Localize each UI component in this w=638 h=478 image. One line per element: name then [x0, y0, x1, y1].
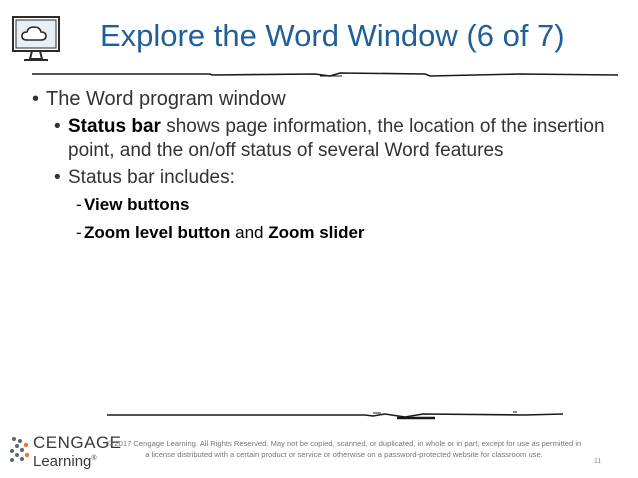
- page-number: 11: [594, 458, 602, 465]
- bullet-text-program-window: The Word program window: [46, 88, 286, 110]
- slide-body: [32, 86, 612, 246]
- bullet-marker: •: [54, 167, 61, 188]
- bullet-text: [68, 115, 612, 163]
- term-status-bar: Status bar: [68, 116, 161, 137]
- bullet-text-includes: Status bar includes:: [68, 167, 235, 188]
- term-zoom-slider: Zoom slider: [268, 223, 365, 242]
- trademark: ®: [91, 455, 97, 462]
- dash-marker: -: [76, 223, 82, 242]
- status-bar-description: shows page information, the location of the insertion point, and the on/off status of several Word features: [68, 116, 605, 161]
- computer-cloud-icon: [10, 14, 62, 64]
- bullet-level2-includes: [32, 166, 612, 190]
- brand-cengage: CENGAGE: [33, 433, 122, 452]
- bullet-text-zoom: [84, 220, 612, 246]
- term-view-buttons: View buttons: [84, 195, 190, 214]
- bullet-level3-view-buttons: [32, 192, 612, 218]
- title-divider: [30, 68, 620, 80]
- bullet-level2-status-bar: [32, 115, 612, 163]
- bullet-level3-zoom: [32, 220, 612, 246]
- brand-learning-text: Learning: [33, 453, 92, 470]
- footer-divider: [105, 408, 565, 422]
- brand-learning: [33, 453, 97, 470]
- bullet-level1: [32, 86, 612, 112]
- copyright-notice: © 2017 Cengage Learning. All Rights Reserved. May not be copied, scanned, or duplicated, in whole or in part, except for use as permitted in a license distributed with a certain product or service or otherwise on a password-protected website for classroom use.: [106, 439, 582, 459]
- term-zoom-level-button: Zoom level button: [84, 223, 231, 242]
- bullet-marker: •: [32, 88, 40, 110]
- slide-title: Explore the Word Window (6 of 7): [100, 18, 565, 53]
- zoom-conjunction: and: [230, 223, 269, 242]
- dash-marker: -: [76, 195, 82, 214]
- bullet-marker: •: [54, 116, 61, 137]
